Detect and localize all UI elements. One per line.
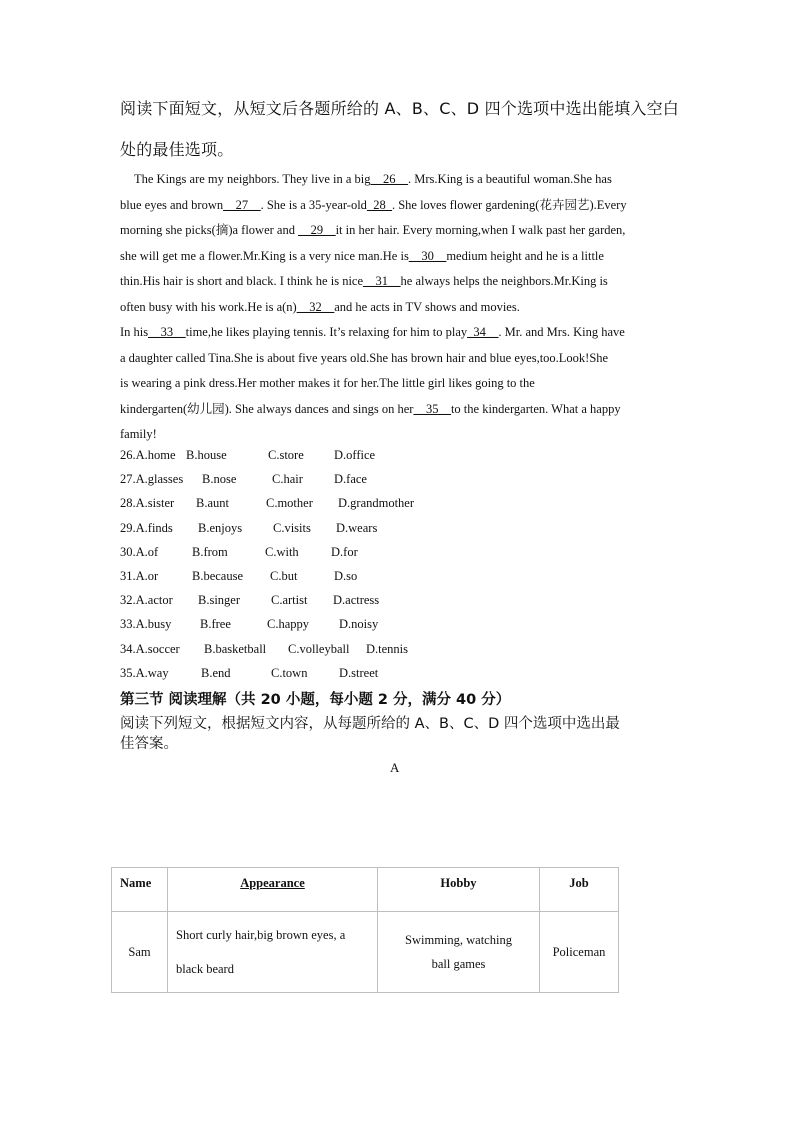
table-header-row — [112, 868, 619, 912]
option-row-34: 34.A.soccer B.basketball C.volleyball D.tennis — [120, 641, 409, 656]
header-job: Job — [540, 868, 619, 912]
header-name: Name — [112, 868, 168, 912]
cell-name: Sam — [112, 912, 168, 993]
option-row-27: 27.A.glasses B.nose C.hair D.face — [120, 472, 367, 487]
section-instruction: 阅读下列短文，根据短文内容，从每题所给的 A、B、C、D 四个选项中选出最 佳答案。 — [120, 716, 620, 752]
header-hobby: Hobby — [378, 868, 540, 912]
passage-line-5: thin.His hair is short and black. I think he is nice__31__he always helps the neighbors.Mr.King is — [120, 274, 608, 288]
option-row-32: 32.A.actor B.singer C.artist D.actress — [120, 593, 380, 608]
passage-label-a: A — [390, 760, 400, 775]
option-row-30: 30.A.of B.from C.with D.for — [120, 544, 358, 559]
blank-35: __35__ — [413, 401, 451, 416]
cell-appearance: Short curly hair,big brown eyes, a black beard — [168, 912, 378, 993]
blank-34: _34__ — [467, 325, 499, 339]
option-row-31: 31.A.or B.because C.but D.so — [120, 568, 358, 583]
passage-line-6: often busy with his work.He is a(n)__32__and he acts in TV shows and movies. — [120, 299, 520, 314]
option-row-29: 29.A.finds B.enjoys C.visits D.wears — [120, 520, 378, 535]
passage-line-2: blue eyes and brown__27__. She is a 35-year-old_28_. She loves flower gardening(花卉园艺).Every — [120, 197, 627, 212]
instruction-line-1: 阅读下面短文，从短文后各题所给的 A、B、C、D 四个选项中选出能填入空白 — [120, 99, 679, 118]
cell-job: Policeman — [540, 912, 619, 993]
passage-line-8: a daughter called Tina.She is about five years old.She has brown hair and blue eyes,too.Look!She — [120, 350, 609, 365]
blank-27: __27__ — [223, 197, 261, 212]
option-row-33: 33.A.busy B.free C.happy D.noisy — [120, 617, 379, 632]
passage-line-4: she will get me a flower.Mr.King is a very nice man.He is__30__medium height and he is a little — [120, 248, 604, 263]
passage-line-3: morning she picks(摘)a flower and __29__it in her hair. Every morning,when I walk past her garden, — [120, 223, 626, 237]
blank-28: _28_ — [366, 197, 392, 212]
passage-line-10: kindergarten(幼儿园). She always dances and sings on her__35__to the kindergarten. What a happy — [120, 401, 621, 416]
cell-hobby: Swimming, watching ball games — [378, 912, 540, 993]
instruction-line-2: 处的最佳选项。 — [120, 140, 234, 159]
option-row-26: 26.A.home B.house C.store D.office — [120, 448, 376, 462]
blank-33: __33__ — [148, 325, 186, 339]
info-table — [111, 867, 619, 993]
blank-30: __30__ — [408, 248, 447, 263]
passage-line-11: family! — [120, 427, 157, 441]
option-row-35: 35.A.way B.end C.town D.street — [120, 665, 379, 680]
passage-line-1: The Kings are my neighbors. They live in a big__26__. Mrs.King is a beautiful woman.She has — [134, 172, 612, 186]
passage-line-7: In his__33__time,he likes playing tennis. It’s relaxing for him to play_34__. Mr. and Mrs. King have — [120, 325, 625, 339]
blank-26: __26__ — [370, 172, 409, 186]
blank-29: __29__ — [298, 223, 336, 237]
table-row — [112, 912, 619, 993]
blank-31: __31__ — [363, 274, 401, 288]
blank-32: __32__ — [296, 299, 335, 314]
cloze-passage — [120, 167, 682, 448]
answer-options — [120, 443, 414, 685]
option-row-28: 28.A.sister B.aunt C.mother D.grandmother — [120, 496, 415, 511]
passage-line-9: is wearing a pink dress.Her mother makes it for her.The little girl likes going to the — [120, 376, 535, 390]
section-title: 第三节 阅读理解（共 20 小题，每小题 2 分，满分 40 分） — [120, 692, 511, 708]
header-appearance: Appearance — [168, 868, 378, 912]
